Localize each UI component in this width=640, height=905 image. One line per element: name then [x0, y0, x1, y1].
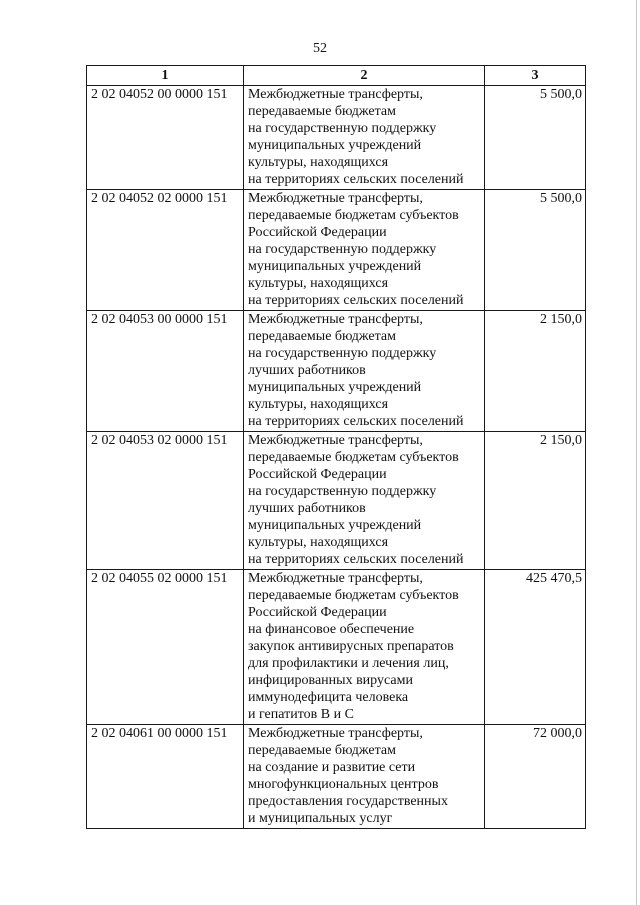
description-line: Российской Федерации — [248, 467, 387, 482]
description-line: на финансовое обеспечение — [248, 622, 415, 637]
description-line: культуры, находящихся — [248, 276, 389, 291]
description-line: на государственную поддержку — [248, 484, 437, 499]
description-line: многофункциональных центров — [248, 777, 439, 792]
description-line: предоставления государственных — [248, 794, 448, 809]
description-line: передаваемые бюджетам субъектов — [248, 588, 459, 603]
budget-code-cell: 2 02 04053 02 0000 151 — [87, 432, 244, 570]
table-row — [87, 725, 586, 829]
amount-cell: 2 150,0 — [485, 432, 586, 570]
description-line: Российской Федерации — [248, 225, 387, 240]
description-line: Межбюджетные трансферты, — [248, 191, 423, 206]
table-row — [87, 190, 586, 311]
budget-code-cell: 2 02 04053 00 0000 151 — [87, 311, 244, 432]
budget-code-cell: 2 02 04052 00 0000 151 — [87, 86, 244, 190]
description-line: на создание и развитие сети — [248, 760, 416, 775]
description-line: иммунодефицита человека — [248, 690, 409, 705]
description-line: лучших работников — [248, 363, 366, 378]
description-cell — [244, 725, 485, 829]
description-line: передаваемые бюджетам субъектов — [248, 450, 459, 465]
description-cell — [244, 190, 485, 311]
table-header — [87, 66, 586, 86]
description-line: на территориях сельских поселений — [248, 293, 464, 308]
column-header-amount: 3 — [485, 66, 586, 86]
description-line: передаваемые бюджетам субъектов — [248, 208, 459, 223]
description-line: на территориях сельских поселений — [248, 414, 464, 429]
amount-cell: 425 470,5 — [485, 570, 586, 725]
description-line: культуры, находящихся — [248, 397, 389, 412]
description-line: передаваемые бюджетам — [248, 104, 396, 119]
description-line: и гепатитов В и С — [248, 707, 354, 722]
description-line: на государственную поддержку — [248, 242, 437, 257]
description-line: Межбюджетные трансферты, — [248, 433, 423, 448]
amount-cell: 5 500,0 — [485, 86, 586, 190]
description-line: на государственную поддержку — [248, 346, 437, 361]
description-line: муниципальных учреждений — [248, 259, 422, 274]
table-row — [87, 311, 586, 432]
description-line: на территориях сельских поселений — [248, 172, 464, 187]
description-line: муниципальных учреждений — [248, 138, 422, 153]
description-line: для профилактики и лечения лиц, — [248, 656, 449, 671]
description-line: закупок антивирусных препаратов — [248, 639, 454, 654]
budget-code-cell: 2 02 04061 00 0000 151 — [87, 725, 244, 829]
description-line: Межбюджетные трансферты, — [248, 726, 423, 741]
table-body — [87, 86, 586, 829]
column-header-description: 2 — [244, 66, 485, 86]
description-line: муниципальных учреждений — [248, 380, 422, 395]
amount-cell: 72 000,0 — [485, 725, 586, 829]
description-line: Межбюджетные трансферты, — [248, 571, 423, 586]
budget-code-cell: 2 02 04055 02 0000 151 — [87, 570, 244, 725]
table-row — [87, 570, 586, 725]
amount-cell: 2 150,0 — [485, 311, 586, 432]
description-line: культуры, находящихся — [248, 535, 389, 550]
description-line: Межбюджетные трансферты, — [248, 312, 423, 327]
budget-code-cell: 2 02 04052 02 0000 151 — [87, 190, 244, 311]
description-line: культуры, находящихся — [248, 155, 389, 170]
description-line: на территориях сельских поселений — [248, 552, 464, 567]
description-line: муниципальных учреждений — [248, 518, 422, 533]
description-line: на государственную поддержку — [248, 121, 437, 136]
page-number: 52 — [313, 41, 327, 56]
budget-table — [86, 65, 586, 829]
description-line: лучших работников — [248, 501, 366, 516]
scan-edge-line — [636, 0, 637, 905]
description-line: Межбюджетные трансферты, — [248, 87, 423, 102]
header-row — [87, 66, 586, 86]
description-cell — [244, 311, 485, 432]
description-cell — [244, 432, 485, 570]
description-line: инфицированных вирусами — [248, 673, 413, 688]
description-line: передаваемые бюджетам — [248, 743, 396, 758]
description-line: Российской Федерации — [248, 605, 387, 620]
table-row — [87, 432, 586, 570]
column-header-code: 1 — [87, 66, 244, 86]
description-cell — [244, 86, 485, 190]
description-cell — [244, 570, 485, 725]
amount-cell: 5 500,0 — [485, 190, 586, 311]
description-line: передаваемые бюджетам — [248, 329, 396, 344]
table-row — [87, 86, 586, 190]
description-line: и муниципальных услуг — [248, 811, 393, 826]
